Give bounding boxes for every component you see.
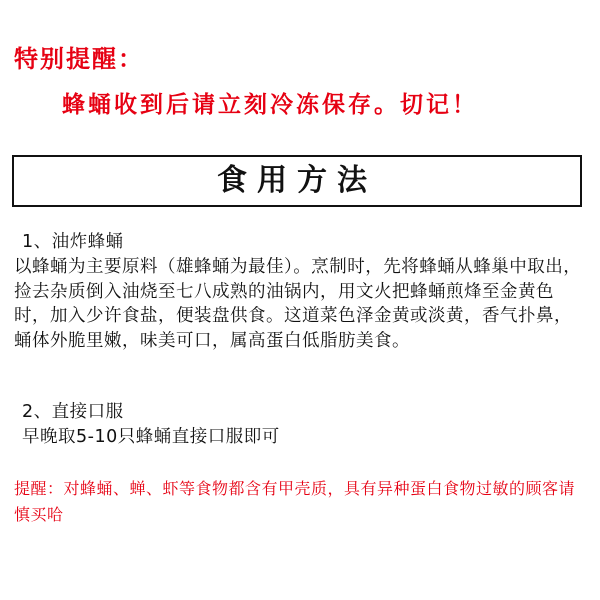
section-title-box (12, 155, 582, 207)
section-title: 食用方法 (217, 163, 377, 198)
method-1-heading: 1、油炸蜂蛹 (22, 232, 124, 252)
method-1-description: 以蜂蛹为主要原料（雄蜂蛹为最佳）。烹制时，先将蜂蛹从蜂巢中取出，捡去杂质倒入油烧至七八成熟的油锅内，用文火把蜂蛹煎烽至金黄色时，加入少许食盐，便装盘供食。这道菜色泽金黄或淡黄，香气扑鼻，蛹体外脆里嫩，味美可口，属高蛋白低脂肪美食。 (14, 257, 582, 351)
alert-title: 特别提醒： (14, 45, 144, 73)
method-2-heading: 2、直接口服 (22, 402, 124, 422)
alert-text: 蜂蛹收到后请立刻冷冻保存。切记！ (62, 92, 478, 118)
method-2-description: 早晚取5-10只蜂蛹直接口服即可 (22, 427, 280, 447)
allergy-warning: 提醒：对蜂蛹、蝉、虾等食物都含有甲壳质，具有异种蛋白食物过敏的顾客请慎买哈 (14, 479, 576, 524)
